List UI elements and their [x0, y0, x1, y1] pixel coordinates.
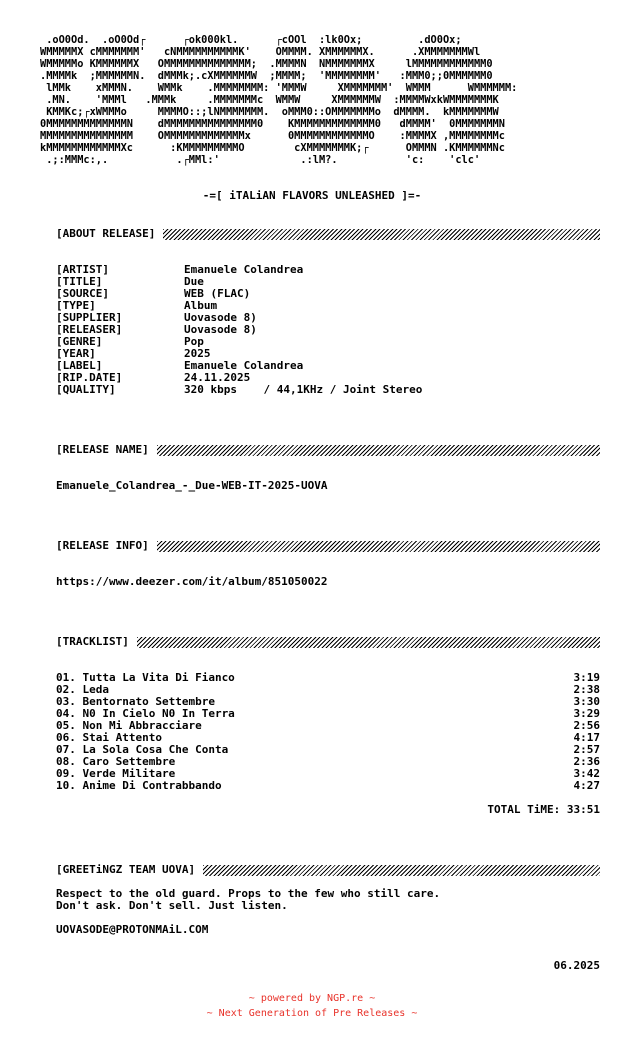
ascii-logo: .oO0Od. .oO0Od┌ ┌ok000kl. ┌cOOl :lk0Ox; .dO0Ox; WMMMMMX cMMMMMMM' cNMMMMMMMMMMK' OMMMM. XMMMMMMX. .XMMMMMMMWl WMMMMMo KMMMMMMX OMMMMMMMMMMMMMM; .MMMMN NMMMMMMMX lMMMMMMMMMMMM0 .MMMMk ;MMMMMMN. dMMMk;.cXMMMMMMW ;MMMM; 'MMMMMMMM' :MMM0;;0MMMMMM0 lMMk xMMMN. WMMk .MMMMMMMM: 'MMMW XMMMMMMM' WMMM WMMMMMM: .MN. 'MMMl .MMMk .MMMMMMMc WMMW XMMMMMMW :MMMMWxkWMMMMMMMK KMMKc;┌xWMMMo MMMMO::;lNMMMMMMM. oMMM0::OMMMMMMMo dMMMM. kMMMMMMMW 0MMMMMMMMMMMMMN dMMMMMMMMMMMMMMM0 KMMMMMMMMMMMMM0 dMMMM' 0MMMMMMMN MMMMMMMMMMMMMMM OMMMMMMMMMMMMMx 0MMMMMMMMMMMMO :MMMMX ,MMMMMMMMc kMMMMMMMMMMMMXc :KMMMMMMMMMO cXMMMMMMMK;┌ OMMMN .KMMMMMMNc .;:MMMc:,. .┌MMl:' .:lM?. 'c: 'clc'	[40, 34, 518, 166]
about-row	[56, 360, 600, 372]
greetings-line-1: Respect to the old guard. Props to the few who still care.	[56, 887, 441, 900]
about-key: [QUALITY]	[56, 383, 116, 396]
about-value: Uovasode 8)	[184, 323, 257, 336]
track-title: 08. Caro Settembre	[56, 755, 176, 768]
about-value: Emanuele Colandrea	[184, 359, 304, 372]
section-title-release-name: [RELEASE NAME]	[56, 443, 149, 456]
about-row	[56, 264, 600, 276]
about-row	[56, 300, 600, 312]
track-duration: 2:36	[573, 755, 600, 768]
total-time: TOTAL TiME: 33:51	[487, 803, 600, 816]
hatch-divider	[157, 445, 600, 456]
section-header-tracklist	[56, 636, 600, 648]
about-row	[56, 348, 600, 360]
track-duration: 3:19	[573, 671, 600, 684]
track-duration: 3:29	[573, 707, 600, 720]
about-key: [SUPPLIER]	[56, 311, 123, 324]
section-header-release-info	[56, 540, 600, 552]
about-row	[56, 336, 600, 348]
section-header-release-name	[56, 444, 600, 456]
about-key: [ARTIST]	[56, 263, 109, 276]
track-title: 10. Anime Di Contrabbando	[56, 779, 222, 792]
track-duration: 4:27	[573, 779, 600, 792]
track-title: 01. Tutta La Vita Di Fianco	[56, 671, 235, 684]
track-duration: 2:57	[573, 743, 600, 756]
track-duration: 2:56	[573, 719, 600, 732]
about-key: [LABEL]	[56, 359, 103, 372]
hatch-divider	[157, 541, 600, 552]
track-duration: 2:38	[573, 683, 600, 696]
release-name-value: Emanuele_Colandrea_-_Due-WEB-IT-2025-UOVA	[56, 479, 328, 492]
section-header-about	[56, 228, 600, 240]
about-key: [GENRE]	[56, 335, 103, 348]
about-key: [SOURCE]	[56, 287, 109, 300]
about-row	[56, 324, 600, 336]
about-value: Pop	[184, 335, 204, 348]
about-value: 320 kbps / 44,1KHz / Joint Stereo	[184, 383, 423, 396]
track-title: 04. N0 In Cielo N0 In Terra	[56, 707, 235, 720]
about-row	[56, 384, 600, 396]
track-duration: 3:30	[573, 695, 600, 708]
about-value: 24.11.2025	[184, 371, 251, 384]
section-title-greetings: [GREETiNGZ TEAM UOVA]	[56, 863, 196, 876]
track-row	[56, 672, 600, 684]
track-duration: 3:42	[573, 767, 600, 780]
about-key: [YEAR]	[56, 347, 96, 360]
track-title: 06. Stai Attento	[56, 731, 162, 744]
about-key: [TITLE]	[56, 275, 103, 288]
footer-tagline: ~ Next Generation of Pre Releases ~	[206, 1008, 418, 1019]
section-header-greetings	[56, 864, 600, 876]
section-title-release-info: [RELEASE INFO]	[56, 539, 149, 552]
about-value: 2025	[184, 347, 211, 360]
greetings-line-2: Don't ask. Don't sell. Just listen.	[56, 899, 288, 912]
about-value: Emanuele Colandrea	[184, 263, 304, 276]
about-row	[56, 312, 600, 324]
tagline: -=[ iTALiAN FLAVORS UNLEASHED ]=-	[202, 189, 422, 202]
about-key: [RELEASER]	[56, 323, 123, 336]
about-key: [RIP.DATE]	[56, 371, 123, 384]
contact-email: UOVASODE@PROTONMAiL.COM	[56, 923, 209, 936]
about-value: Uovasode 8)	[184, 311, 257, 324]
about-value: WEB (FLAC)	[184, 287, 251, 300]
footer-powered-by: ~ powered by NGP.re ~	[248, 993, 376, 1004]
about-row	[56, 288, 600, 300]
section-title-tracklist: [TRACKLIST]	[56, 635, 129, 648]
hatch-divider	[137, 637, 600, 648]
section-title-about: [ABOUT RELEASE]	[56, 227, 156, 240]
track-title: 09. Verde Militare	[56, 767, 176, 780]
tracklist	[56, 672, 600, 792]
track-title: 05. Non Mi Abbracciare	[56, 719, 202, 732]
hatch-divider	[163, 229, 600, 240]
about-release-table	[56, 264, 600, 396]
about-key: [TYPE]	[56, 299, 96, 312]
track-title: 02. Leda	[56, 683, 109, 696]
about-value: Album	[184, 299, 218, 312]
track-title: 03. Bentornato Settembre	[56, 695, 215, 708]
track-row	[56, 780, 600, 792]
release-info-url: https://www.deezer.com/it/album/851050022	[56, 575, 328, 588]
about-value: Due	[184, 275, 204, 288]
track-duration: 4:17	[573, 731, 600, 744]
about-row	[56, 276, 600, 288]
hatch-divider	[203, 865, 600, 876]
release-date: 06.2025	[553, 959, 600, 972]
track-title: 07. La Sola Cosa Che Conta	[56, 743, 229, 756]
